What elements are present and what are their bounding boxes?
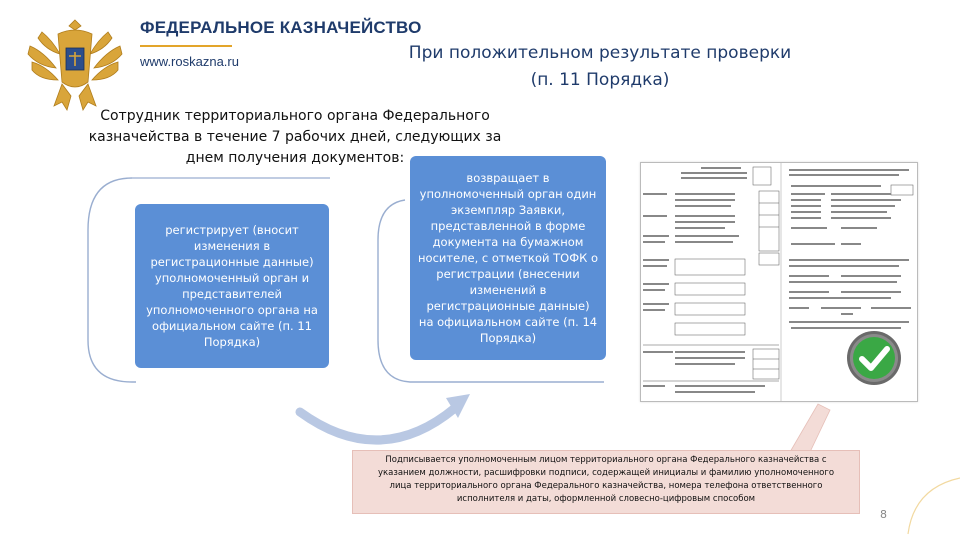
return-step-card: возвращает в уполномоченный орган один экземпляр Заявки, представленной в форме документа на бумажном носителе, с отметкой ТОФК о регистрации (внесении изменений в регистрационные данные) на официальном сайте (п. 14 Порядка): [410, 156, 606, 360]
approved-check-icon: [846, 330, 902, 386]
intro-line-1: Сотрудник территориального органа Федерального: [100, 108, 490, 124]
note-line-3: лица территориального органа Федерального казначейства, номера телефона ответственного: [389, 481, 823, 491]
page-number: 8: [880, 508, 887, 521]
org-name: ФЕДЕРАЛЬНОЕ КАЗНАЧЕЙСТВО: [140, 18, 422, 37]
note-line-2: указанием должности, расшифровки подписи, содержащей инициалы и фамилию уполномоченного: [377, 468, 835, 478]
register-step-card: регистрирует (вносит изменения в регистрационные данные) уполномоченный орган и представителей уполномоченного органа на официальном сайте (п. 11 Порядка): [135, 204, 329, 368]
website-link[interactable]: www.roskazna.ru: [140, 54, 239, 69]
left-frame-curve: [88, 178, 136, 382]
decorative-corner-arc: [900, 470, 960, 540]
flow-arrow-path: [300, 408, 455, 440]
intro-line-2: казначейства в течение 7 рабочих дней, следующих за: [88, 129, 502, 145]
note-line-4: исполнителя и даты, оформленной словесно-цифровым способом: [456, 494, 756, 504]
note-pointer: [790, 404, 830, 452]
signature-note: [352, 450, 860, 514]
title-line-2: (п. 11 Порядка): [530, 70, 670, 90]
note-line-1: Подписывается уполномоченным лицом территориального органа Федерального казначейства с: [385, 455, 827, 465]
intro-line-3: днем получения документов:: [185, 150, 405, 166]
title-line-1: При положительном результате проверки: [408, 43, 792, 63]
